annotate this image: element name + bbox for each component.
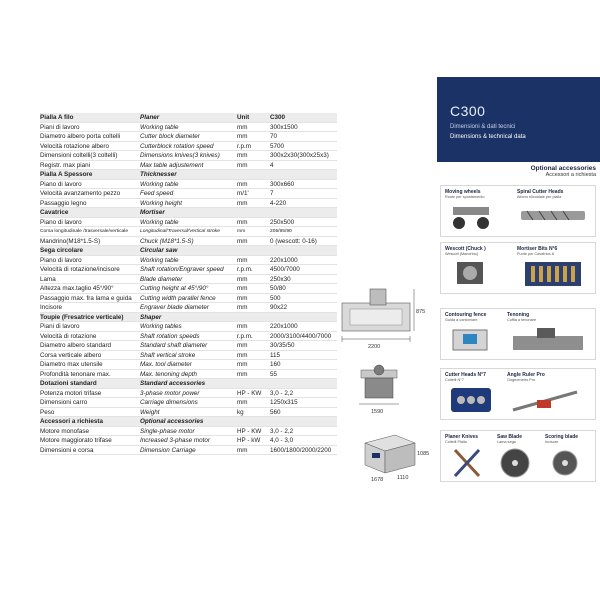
table-row [40,227,337,237]
param-name-en: Max table adjustement [140,161,204,169]
param-unit: mm [237,446,248,454]
param-name-en: Cutter block diameter [140,133,200,140]
param-unit: HP - kW [237,437,261,444]
optional-accessories-subtitle: Accessori a richiesta [545,172,596,178]
param-unit: r.p.m [237,142,251,150]
side-view-diagram [355,362,405,417]
section-title-en: Shaper [140,313,162,321]
accessory-sub: Cuffia a tenonare [507,318,537,322]
accessory-planer-knives [445,434,495,480]
table-row [40,408,337,418]
param-unit: r.p.m. [237,266,253,273]
value-header [270,208,337,217]
section-title-en: Circular saw [140,247,178,254]
value-header [270,170,337,179]
param-name-it: Dimensioni e corsa [40,446,94,454]
param-name-it: Velocità rotazione albero [40,142,109,150]
param-unit: mm [237,351,248,359]
contouring-fence-icon [445,324,501,356]
param-value: 50/80 [270,285,286,292]
param-value: 500 [270,294,281,302]
param-unit: mm [237,275,248,283]
chuck-icon [445,258,497,290]
section-header [40,379,337,389]
param-unit: mm [237,323,248,330]
accessory-label: Spiral Cutter Heads [517,189,564,195]
section-title-it: Pialla A Spessore [40,171,93,178]
param-value: 205/95/90 [270,229,292,234]
param-unit: mm [237,161,248,169]
param-name-it: Peso [40,408,55,416]
accessory-label: Wescott (Chuck ) [445,246,486,252]
param-name-en: Dimensions knives(3 knives) [140,152,220,159]
param-name-en: Cutting width parallel fence [140,294,216,302]
accessory-sub: Ruote per spostamento [445,195,485,199]
unit-header [237,313,270,322]
table-row [40,389,337,399]
table-row [40,151,337,161]
param-unit: mm [237,152,248,159]
param-name-en: Working table [140,180,179,188]
param-unit: r.p.m. [237,332,253,340]
param-unit: mm [237,285,248,292]
param-name-en: Working height [140,199,182,207]
param-unit: mm [237,123,248,131]
table-row [40,332,337,342]
unit-header [237,170,270,179]
param-value: 1250x315 [270,399,298,406]
param-value: 55 [270,370,278,378]
param-name-it: Altezza max.taglio 45°/90° [40,285,114,292]
param-name-it: Piano di lavoro [40,180,82,188]
param-name-it: Mandrino(M18*1.5-S) [40,237,101,245]
param-name-en: Feed speed [140,190,174,197]
param-name-it: Lama [40,275,56,283]
unit-header [237,246,270,255]
table-row [40,132,337,142]
param-name-it: Diametro max utensile [40,361,103,368]
param-value: 90x22 [270,304,288,311]
param-value: 250x500 [270,218,295,226]
param-unit: mm [237,304,248,311]
table-row [40,199,337,209]
section-title-it: Accessori a richiesta [40,418,104,425]
param-name-en: Engraver blade diameter [140,304,209,311]
param-unit: mm [237,180,248,188]
param-value: 250x30 [270,275,291,283]
accessory-label: Angle Ruler Pro [507,372,545,378]
param-unit: mm [237,370,248,378]
param-name-it: Piani di lavoro [40,123,80,131]
table-row [40,284,337,294]
accessory-mortiser-bits [517,246,589,290]
param-name-en: Max. tenoning depth [140,370,198,378]
param-value: 300x1500 [270,123,298,131]
accessory-label: Tenoning [507,312,530,318]
param-value: 7 [270,190,274,197]
param-value: 0 (wescott: 0-16) [270,237,317,245]
param-name-it: Velocità avanzamento pezzo [40,190,121,197]
param-name-it: Dimensioni carro [40,399,88,406]
param-name-en: Standard shaft diameter [140,342,208,349]
section-title-en: Planer [140,114,160,121]
accessory-wescott-chuck [445,246,497,290]
accessory-sub: Lama sega [497,440,516,444]
box-height-label: 1085 [417,451,430,457]
param-value: 5700 [270,142,285,150]
param-name-en: Working table [140,123,179,131]
saw-blade-icon [497,446,541,480]
optional-accessories-title: Optional accessories [530,165,596,172]
tenoning-icon [507,324,591,356]
param-unit: mm [237,361,248,368]
section-title-it: Dotazioni standard [40,380,97,387]
table-row [40,189,337,199]
wheels-icon [445,201,497,231]
table-row [40,341,337,351]
section-title-en: Standard accessories [140,380,206,387]
accessory-card [440,242,596,294]
accessory-sub: Coltelli N°7 [445,378,464,382]
header-panel [437,77,600,162]
param-name-en: Weight [140,408,160,416]
angle-ruler-icon [507,384,591,416]
value-header [270,417,337,426]
table-row [40,237,337,247]
accessory-saw-blade [497,434,541,480]
param-name-en: Shaft rotation speeds [140,332,200,340]
param-name-it: Motore monofase [40,427,90,435]
param-name-en: 3-phase motor power [140,389,200,397]
param-value: 3,0 - 2,2 [270,389,294,397]
param-value: 560 [270,408,281,416]
param-name-en: Chuck (M18*1.5-S) [140,237,194,245]
accessory-label: Moving wheels [445,189,481,195]
section-title-it: Cavatrice [40,209,69,216]
accessory-sub: Gognometro Pro [507,378,536,382]
table-row [40,142,337,152]
param-value: 115 [270,351,281,359]
param-value: 4,0 - 3,0 [270,437,294,444]
accessory-card [440,308,596,360]
table-row [40,427,337,437]
accessory-label: Saw Blade [497,434,523,440]
param-value: 220x1000 [270,256,298,264]
table-row [40,218,337,228]
param-name-it: Incisore [40,304,63,311]
param-value: 70 [270,133,278,140]
param-unit: m/1' [237,190,249,197]
param-value: 3,0 - 2,2 [270,427,294,435]
spec-table [40,113,337,455]
param-name-en: Longitudinal/Traversal/Vertical stroke [140,229,220,234]
table-row [40,370,337,380]
param-name-en: Blade diameter [140,275,183,283]
param-name-en: Working table [140,218,179,226]
section-header [40,313,337,323]
accessory-spiral-cutter [517,189,589,231]
param-name-en: Shaft rotation/Engraver speed [140,266,224,273]
scoring-blade-icon [545,446,589,480]
box-width-label: 1110 [397,475,409,481]
param-name-en: Working tables [140,323,182,330]
table-row [40,294,337,304]
param-name-it: Profondità tenonare max. [40,370,111,378]
table-row [40,161,337,171]
accessory-moving-wheels [445,189,497,231]
mortiser-bits-icon [517,258,589,290]
accessory-card [440,185,596,237]
param-unit: HP - KW [237,389,262,397]
param-name-it: Potenza motori trifase [40,389,102,397]
section-header [40,208,337,218]
param-unit: mm [237,199,248,207]
unit-header [237,208,270,217]
param-name-it: Motore maggiorato trifase [40,437,112,444]
param-name-it: Registr. max piani [40,161,91,169]
param-unit: mm [237,294,248,302]
value-header [270,246,337,255]
param-value: 2000/3100/4400/7000 [270,332,332,340]
param-name-en: Dimension Carriage [140,446,196,454]
param-value: 1600/1800/2000/2200 [270,446,332,454]
accessory-scoring-blade [545,434,589,480]
param-value: 160 [270,361,281,368]
param-name-it: Diametro albero standard [40,342,112,349]
param-unit: HP - KW [237,427,262,435]
section-header [40,113,337,123]
accessory-card [440,368,596,420]
accessory-angle-ruler [507,372,591,416]
top-view-diagram [330,285,430,355]
param-value: 300x660 [270,180,295,188]
planer-knives-icon [445,446,495,480]
accessory-label: Contouring fence [445,312,487,318]
accessory-card [440,430,596,482]
accessory-label: Planer Knives [445,434,479,440]
param-value: 30/35/50 [270,342,295,349]
table-row [40,275,337,285]
param-unit: kg [237,408,244,416]
section-header [40,246,337,256]
param-name-it: Diametro albero porta coltelli [40,133,121,140]
table-row [40,265,337,275]
section-title-it: Toupie (Fresatrice verticale) [40,313,124,321]
section-title-it: Pialla A filo [40,114,74,121]
section-title-en: Optional accessories [140,418,204,425]
model-title: C300 [450,103,486,119]
table-row [40,256,337,266]
param-unit: mm [237,342,248,349]
param-name-en: Shaft vertical stroke [140,351,196,359]
table-row [40,322,337,332]
side-width-label: 1590 [371,409,384,415]
param-name-en: Cutting height at 45°/90° [140,285,209,292]
table-row [40,123,337,133]
accessory-label: Cutter Heads N°7 [445,372,486,378]
param-name-it: Piano di lavoro [40,256,82,264]
param-name-en: Single-phase motor [140,427,195,435]
shipping-box-diagram [345,425,435,485]
unit-header [237,417,270,426]
header-subtitle-en: Dimensions & technical data [450,134,526,140]
param-name-en: Cutterblock rotation speed [140,142,214,150]
accessory-sub: Guida a contornare [445,318,478,322]
value-header: C300 [270,114,286,121]
top-height-label: 875 [416,309,426,315]
section-header [40,170,337,180]
accessory-sub: Albero elicoidale per pialla [517,195,562,199]
box-depth-label: 1678 [371,477,384,483]
table-row [40,303,337,313]
table-row [40,351,337,361]
table-row [40,180,337,190]
section-title-it: Sega circolare [40,247,84,254]
accessory-tenoning [507,312,591,356]
param-name-it: Corsa verticale albero [40,351,102,359]
table-row [40,446,337,456]
header-subtitle-it: Dimensioni & dati tecnici [450,124,516,130]
accessory-contouring-fence [445,312,501,356]
table-row [40,436,337,446]
section-header [40,417,337,427]
section-title-en: Thicknesser [140,171,177,178]
unit-header: Unit [237,114,250,121]
param-unit: mm [237,237,248,245]
param-name-it: Passaggio max. fra lama e guida [40,294,132,302]
section-title-en: Mortiser [140,209,165,216]
param-value: 300x2x30(300x25x3) [270,152,329,159]
table-row [40,398,337,408]
cutter-heads-icon [445,384,501,416]
param-name-it: Dimensioni coltelli(3 coltelli) [40,152,118,159]
param-unit: mm [237,229,246,234]
param-value: 220x1000 [270,323,298,330]
param-value: 4 [270,161,274,169]
value-header [270,379,337,388]
accessory-cutter-heads [445,372,501,416]
param-name-it: Passaggio legno [40,199,87,207]
accessory-sub: Punte per Cavatrice-6 [517,252,554,256]
value-header [270,313,337,322]
unit-header [237,379,270,388]
accessory-label: Scoring blade [545,434,579,440]
param-name-en: Carriage dimensions [140,399,198,406]
spiral-cutter-icon [517,201,589,231]
accessory-sub: Wescott (Mandrino) [445,252,479,256]
accessory-sub: Incisore [545,440,559,444]
param-name-it: Corsa longitudinale /trasversale/verticale [40,229,129,234]
param-name-it: Velocità di rotazione [40,332,97,340]
param-name-it: Piano di lavoro [40,218,82,226]
accessory-sub: Coltelli Pialla [445,440,467,444]
param-name-it: Piani di lavoro [40,323,80,330]
param-unit: mm [237,133,248,140]
table-row [40,360,337,370]
param-name-it: Velocità di rotazione/incisore [40,266,120,273]
param-name-en: Max. tool diameter [140,361,192,368]
param-unit: mm [237,256,248,264]
param-value: 4500/7000 [270,266,300,273]
top-width-label: 2200 [368,344,381,350]
param-name-en: Working table [140,256,179,264]
param-value: 4-220 [270,199,287,207]
param-unit: mm [237,399,248,406]
param-name-en: Increased 3-phase motor [140,437,211,444]
accessory-label: Mortiser Bits N°6 [517,246,558,252]
param-unit: mm [237,218,248,226]
